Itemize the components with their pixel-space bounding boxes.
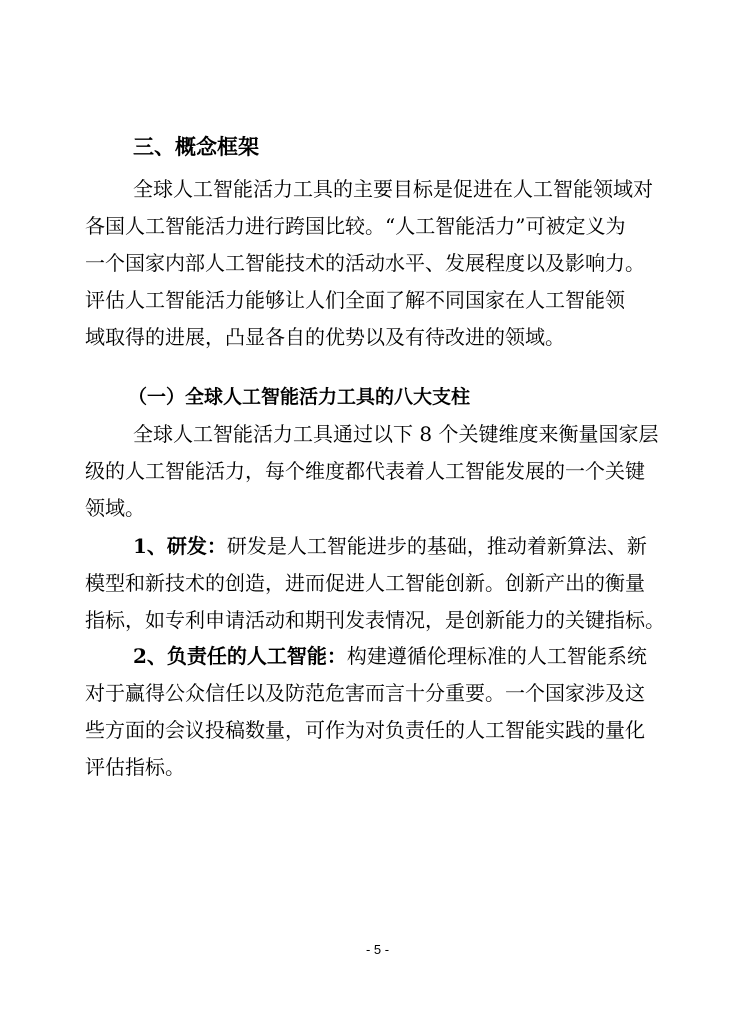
paragraph-line: 领域。 xyxy=(85,496,145,520)
paragraph-line: 评估指标。 xyxy=(85,755,185,779)
paragraph-line xyxy=(85,638,670,675)
pillar-label: 2、负责任的人工智能： xyxy=(133,644,347,668)
paragraph-line xyxy=(85,528,670,565)
subsection-heading: （一）全球人工智能活力工具的八大支柱 xyxy=(128,386,471,408)
paragraph-line: 级的人工智能活力，每个维度都代表着人工智能发展的一个关键 xyxy=(85,459,645,483)
paragraph-line: 模型和新技术的创造，进而促进人工智能创新。创新产出的衡量 xyxy=(85,571,645,595)
pillar-item-research xyxy=(85,528,670,639)
paragraph-line: 些方面的会议投稿数量，可作为对负责任的人工智能实践的量化 xyxy=(85,718,645,742)
page-number: - 5 - xyxy=(365,942,390,957)
pillar-item-responsible-ai xyxy=(85,638,670,786)
pillar-text: 构建遵循伦理标准的人工智能系统 xyxy=(346,644,647,668)
paragraph-line: 域取得的进展，凸显各自的优势以及有待改进的领域。 xyxy=(85,325,565,349)
paragraph-line: 指标，如专利申请活动和期刊发表情况，是创新能力的关键指标。 xyxy=(85,608,665,632)
paragraph-line: 对于赢得公众信任以及防范危害而言十分重要。一个国家涉及这 xyxy=(85,681,645,705)
pillar-label: 1、研发： xyxy=(133,534,227,558)
paragraph-line: 各国人工智能活力进行跨国比较。“人工智能活力”可被定义为 xyxy=(85,214,626,238)
paragraph-line: 全球人工智能活力工具通过以下 8 个关键维度来衡量国家层 xyxy=(133,422,659,446)
section-heading: 三、概念框架 xyxy=(133,135,259,159)
paragraph-line: 评估人工智能活力能够让人们全面了解不同国家在人工智能领 xyxy=(85,288,625,312)
pillar-text: 研发是人工智能进步的基础，推动着新算法、新 xyxy=(226,534,647,558)
paragraph-line: 全球人工智能活力工具的主要目标是促进在人工智能领域对 xyxy=(133,177,653,201)
paragraph-pillars-intro xyxy=(85,416,670,527)
paragraph-line: 一个国家内部人工智能技术的活动水平、发展程度以及影响力。 xyxy=(85,251,645,275)
paragraph-concept-definition xyxy=(85,171,670,356)
